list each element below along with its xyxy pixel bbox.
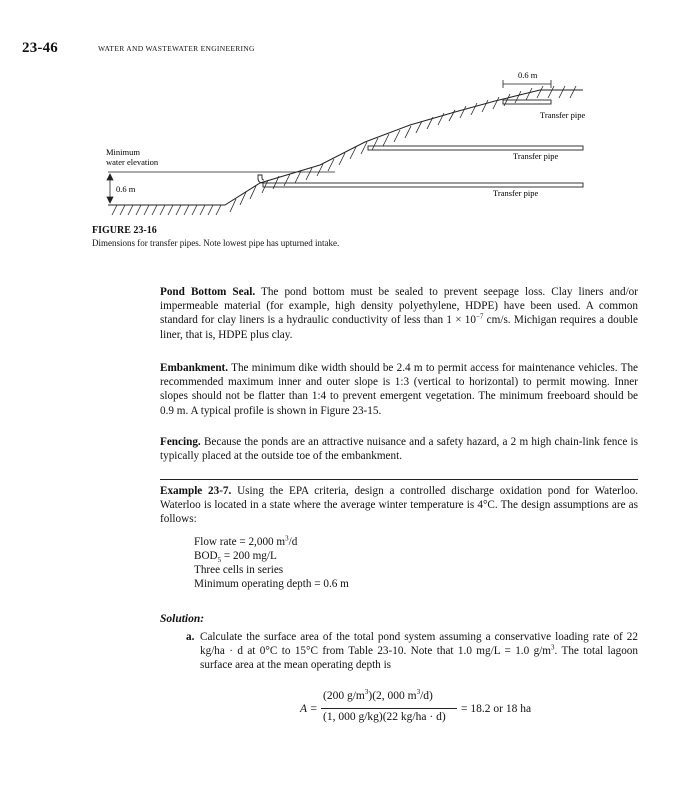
step-exponent: 3 xyxy=(551,643,555,652)
equation-result: = 18.2 or 18 ha xyxy=(461,703,532,715)
assumption-flow-rate: Flow rate = 2,000 $m^3/d$ xyxy=(194,534,298,548)
solution-label: Solution: xyxy=(160,613,205,625)
step-text1: Calculate the surface area of the total pond system assuming a conservative loading rate of 22 kg/ha · d at 0°C to 15°C from Table 23-10. Note that 1.0 mg/L = 1.0 g/m xyxy=(200,631,638,658)
pond-bottom-text1: The pond bottom must be sealed to prevent seepage loss. Clay liners and/or impermeable material (for example, high density polyethylene, HDPE) have been used. A common standard for clay liners is a hydraulic conductivity of less than 1 × 10 xyxy=(160,286,638,327)
example-text: Using the EPA criteria, design a controlled discharge oxidation pond for Waterloo. Waterloo is located in a state where the average winter temperature is 4°C. The design assumptions are as follows: xyxy=(160,485,638,526)
equation-lhs: A = xyxy=(300,703,318,715)
assumption-bod: $BOD_5 = 200$ mg/L xyxy=(194,550,277,565)
depth-label: 0.6 m xyxy=(116,184,136,194)
embankment-text: The minimum dike width should be 2.4 m to permit access for maintenance vehicles. The recommended maximum inner and outer slope is 1:3 (vertical to horizontal) to permit mowing. Inner slopes should not be flatter than 1:4 to prevent emergent vegetation. The minimum freeboard should be 0.9 m. A typical profile is shown in Figure 23-15. xyxy=(160,362,638,417)
transfer-pipe-label-bottom: Transfer pipe xyxy=(493,188,539,198)
fencing-heading: Fencing. xyxy=(160,436,201,448)
width-dimension xyxy=(503,80,551,88)
transfer-pipe-middle xyxy=(368,146,583,150)
width-label: 0.6 m xyxy=(518,70,538,80)
assumption-cells: Three cells in series xyxy=(194,564,284,576)
min-water-label-line1: Minimum xyxy=(106,147,141,157)
transfer-pipe-figure xyxy=(0,0,689,260)
fencing-text: Because the ponds are an attractive nuisance and a safety hazard, a 2 m high chain-link fence is typically placed at the outside toe of the embankment. xyxy=(160,436,638,463)
pond-bottom-heading: Pond Bottom Seal. xyxy=(160,286,256,298)
figure-caption-text: Dimensions for transfer pipes. Note lowest pipe has upturned intake. xyxy=(92,238,340,248)
assumption-depth: Minimum operating depth = 0.6 m xyxy=(194,578,349,590)
min-water-label-line2: water elevation xyxy=(106,157,159,167)
equation-denominator: (1, 000 g/kg)(22 kg/ha · d) xyxy=(323,711,446,723)
transfer-pipe-bottom xyxy=(258,175,583,187)
equation-fraction-bar xyxy=(321,708,457,709)
depth-dimension xyxy=(107,174,113,203)
pond-bottom-text2: cm/s. Michigan requires a double liner, that is, HDPE plus clay. xyxy=(160,314,638,341)
fencing-paragraph xyxy=(160,435,638,463)
embankment-paragraph xyxy=(160,361,638,418)
pond-bottom-paragraph xyxy=(160,285,638,342)
embankment-heading: Embankment. xyxy=(160,362,229,374)
step-marker: a. xyxy=(186,631,195,643)
step-text2: . The total lagoon surface area at the mean operating depth is xyxy=(200,645,638,672)
example-paragraph xyxy=(160,484,638,527)
equation-numerator: (200 $g/m^3)(2$, 000 $m^3/d$) xyxy=(323,688,433,702)
example-divider xyxy=(160,479,638,480)
transfer-pipe-label-middle: Transfer pipe xyxy=(513,151,559,161)
page-number: 23-46 xyxy=(22,40,58,56)
running-header: WATER AND WASTEWATER ENGINEERING xyxy=(98,44,255,53)
figure-caption-title: FIGURE 23-16 xyxy=(92,225,157,236)
solution-step-a xyxy=(186,630,638,673)
transfer-pipe-label-top: Transfer pipe xyxy=(540,110,586,120)
example-heading: Example 23-7. xyxy=(160,485,232,497)
pond-bottom-exponent: −7 xyxy=(475,312,484,321)
transfer-pipe-top xyxy=(503,100,551,104)
